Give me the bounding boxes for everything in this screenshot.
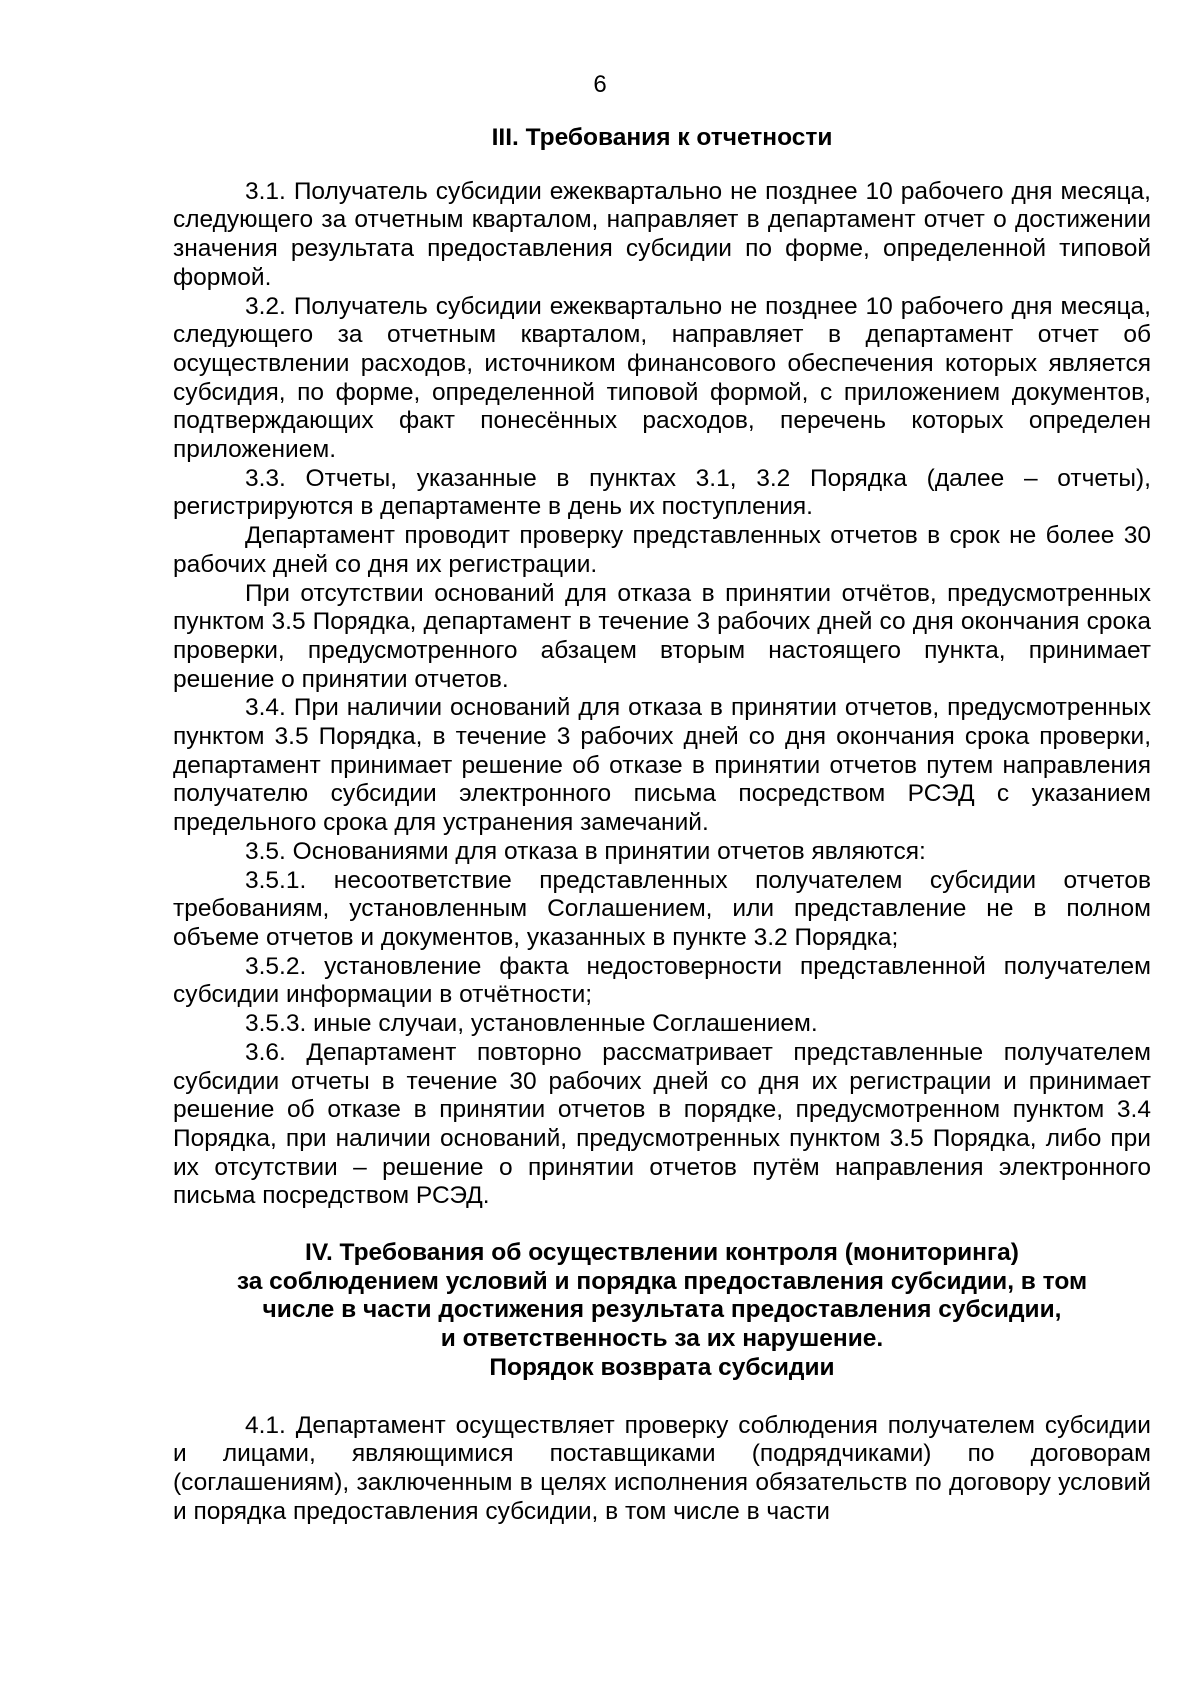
document-body xyxy=(173,124,1151,1526)
paragraph-3-5-2: 3.5.2. установление факта недостоверности представленной получателем субсидии информации в отчётности; xyxy=(173,952,1151,1009)
paragraph-3-3: 3.3. Отчеты, указанные в пунктах 3.1, 3.2 Порядка (далее – отчеты), регистрируются в департаменте в день их поступления. xyxy=(173,464,1151,521)
section-4-title-line: и ответственность за их нарушение. xyxy=(440,1325,884,1353)
paragraph-3-5-3: 3.5.3. иные случаи, установленные Соглашением. xyxy=(245,1010,818,1038)
paragraph-3-5-1: 3.5.1. несоответствие представленных получателем субсидии отчетов требованиям, установленным Соглашением, или представление не в полном объеме отчетов и документов, указанных в пункте 3.2 Порядка; xyxy=(173,866,1151,951)
section-4-title-line: Порядок возврата субсидии xyxy=(489,1353,835,1381)
section-4-title-line: IV. Требования об осуществлении контроля (мониторинга) xyxy=(305,1239,1019,1267)
paragraph-3-5: 3.5. Основаниями для отказа в принятии отчетов являются: xyxy=(245,837,926,865)
paragraph-3-4: 3.4. При наличии оснований для отказа в принятии отчетов, предусмотренных пунктом 3.5 Порядка, в течение 3 рабочих дней со дня окончания срока проверки, департамент принимает решение об отказе в принятии отчетов путем направления получателю субсидии электронного письма посредством РСЭД с указанием предельного срока для устранения замечаний. xyxy=(173,694,1151,837)
section-4-title-line: числе в части достижения результата предоставления субсидии, xyxy=(262,1296,1062,1324)
section-4-title-line: за соблюдением условий и порядка предоставления субсидии, в том xyxy=(236,1267,1088,1295)
section-4-title xyxy=(173,1239,1151,1383)
page-number: 6 xyxy=(593,71,607,98)
paragraph-4-1: 4.1. Департамент осуществляет проверку соблюдения получателем субсидии и лицами, являющимися поставщиками (подрядчиками) по договорам (соглашениям), заключенным в целях исполнения обязательств по договору условий и порядка предоставления субсидии, в том числе в части xyxy=(173,1411,1151,1525)
paragraph-3-3-acceptance: При отсутствии оснований для отказа в принятии отчётов, предусмотренных пунктом 3.5 Порядка, департамент в течение 3 рабочих дней со дня окончания срока проверки, предусмотренного абзацем вторым настоящего пункта, принимает решение о принятии отчетов. xyxy=(173,579,1151,693)
paragraph-3-1: 3.1. Получатель субсидии ежеквартально не позднее 10 рабочего дня месяца, следующего за отчетным кварталом, направляет в департамент отчет о достижении значения результата предоставления субсидии по форме, определенной типовой формой. xyxy=(173,177,1151,291)
paragraph-3-6: 3.6. Департамент повторно рассматривает представленные получателем субсидии отчеты в течение 30 рабочих дней со дня их регистрации и принимает решение об отказе в принятии отчетов в порядке, предусмотренном пунктом 3.4 Порядка, при наличии оснований, предусмотренных пунктом 3.5 Порядка, либо при их отсутствии – решение о принятии отчетов путём направления электронного письма посредством РСЭД. xyxy=(173,1038,1151,1210)
paragraph-3-2: 3.2. Получатель субсидии ежеквартально не позднее 10 рабочего дня месяца, следующего за отчетным кварталом, направляет в департамент отчет об осуществлении расходов, источником финансового обеспечения которых является субсидия, по форме, определенной типовой формой, с приложением документов, подтверждающих факт понесённых расходов, перечень которых определен приложением. xyxy=(173,292,1151,464)
paragraph-3-3-check-period: Департамент проводит проверку представленных отчетов в срок не более 30 рабочих дней со дня их регистрации. xyxy=(173,522,1151,578)
section-3-title: III. Требования к отчетности xyxy=(491,124,833,151)
